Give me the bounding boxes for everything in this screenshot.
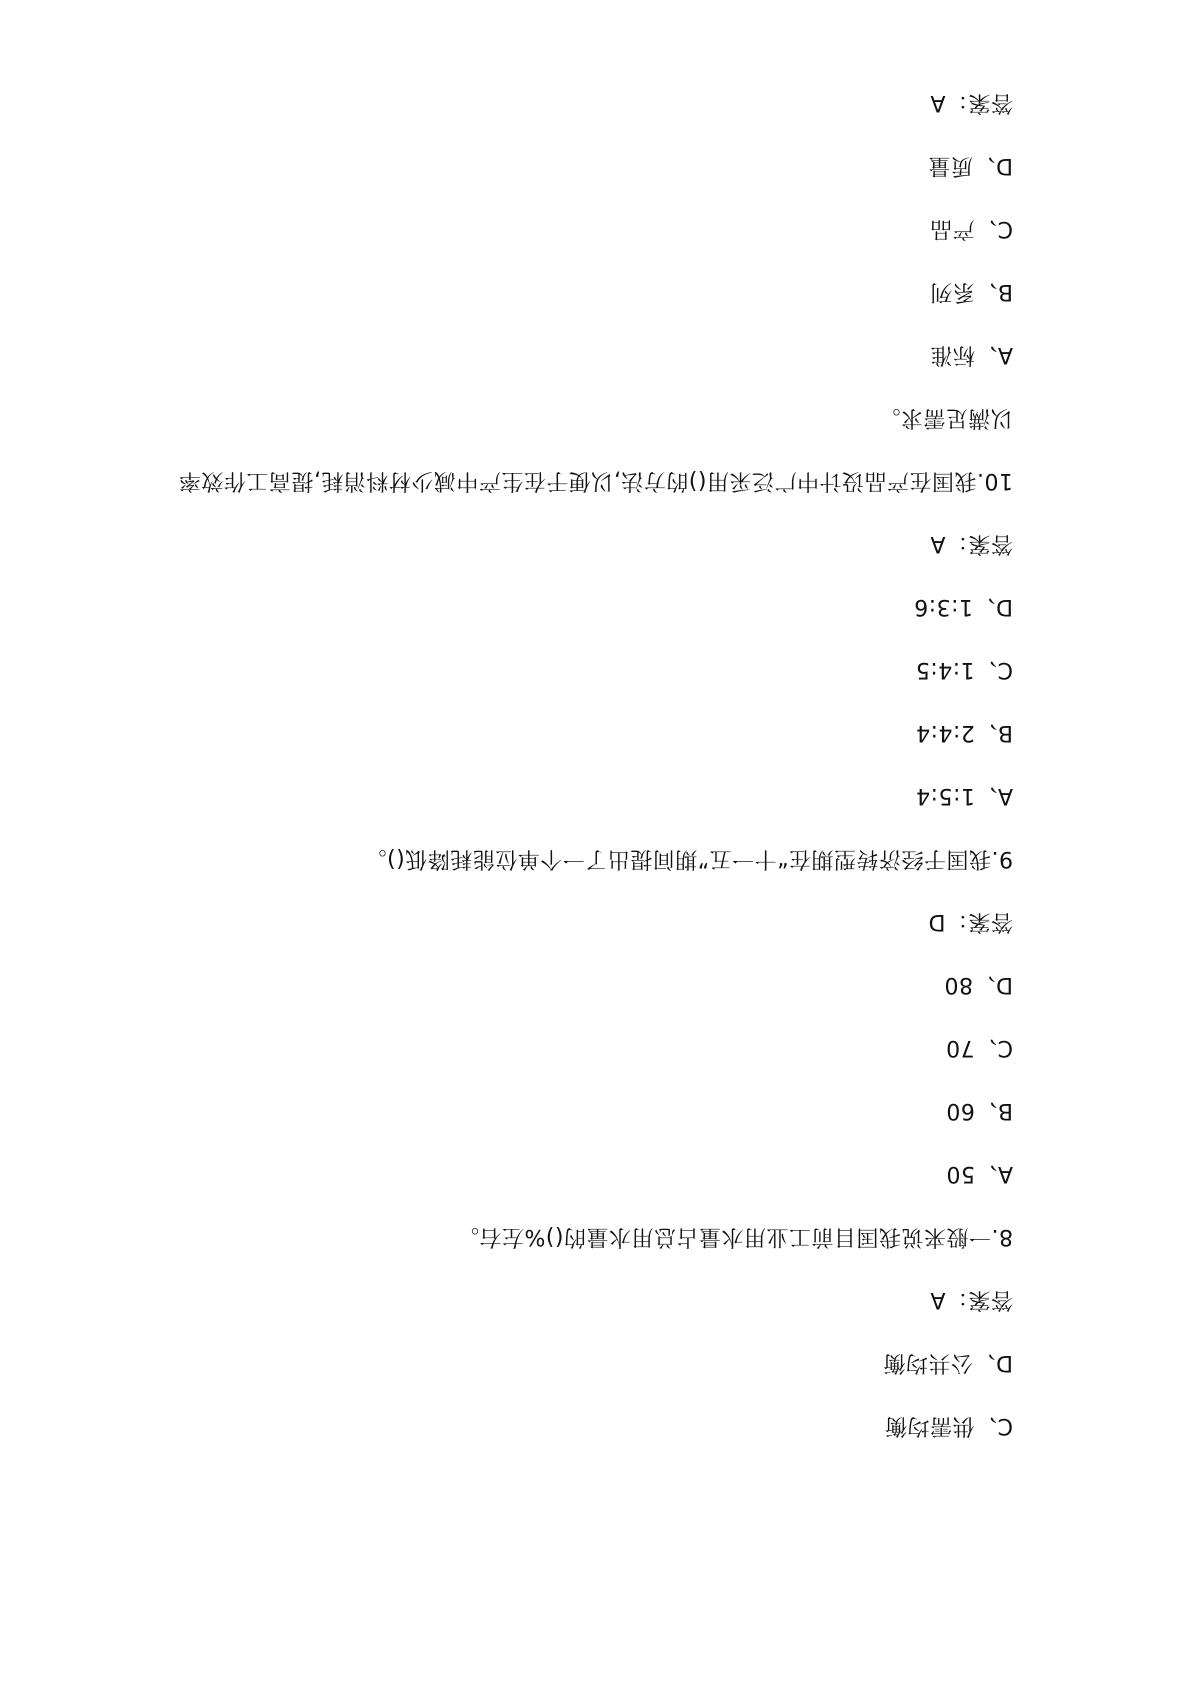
- question-8: 8.一般来说我国目前工业用水量占总用水量的()%左右。: [456, 1224, 1013, 1249]
- answer: 答案：D: [928, 909, 1013, 934]
- answer: 答案：A: [929, 90, 1013, 115]
- option-b: B、60: [945, 1098, 1013, 1123]
- option-d: D、80: [944, 972, 1013, 997]
- option-c: C、70: [945, 1035, 1013, 1060]
- question-10-continued: 以满足需求。: [877, 405, 1013, 430]
- option-a: A、标准: [929, 342, 1013, 367]
- answer: 答案：A: [929, 1287, 1013, 1312]
- option-c: C、1:4:5: [915, 657, 1013, 682]
- question-9: 9.我国于经济转型期在“十一五”期间提出了一个单位能耗降低()。: [364, 846, 1013, 871]
- question-list: [173, 54, 1013, 1440]
- option-d: D、公共均衡: [883, 1350, 1013, 1375]
- question-10: 10.我国在产品设计中广泛采用()的方法,以便于在生产中减少材料消耗,提高工作效率: [178, 468, 1013, 493]
- answer: 答案：A: [929, 531, 1013, 556]
- option-d: D、质量: [928, 153, 1013, 178]
- option-b: B、系列: [929, 279, 1013, 304]
- option-c: C、产品: [929, 216, 1013, 241]
- option-b: B、2:4:4: [915, 720, 1013, 745]
- option-a: A、50: [945, 1161, 1013, 1186]
- option-d: D、1:3:6: [913, 594, 1013, 619]
- option-c: C、供需均衡: [884, 1413, 1013, 1438]
- option-a: A、1:5:4: [915, 783, 1013, 808]
